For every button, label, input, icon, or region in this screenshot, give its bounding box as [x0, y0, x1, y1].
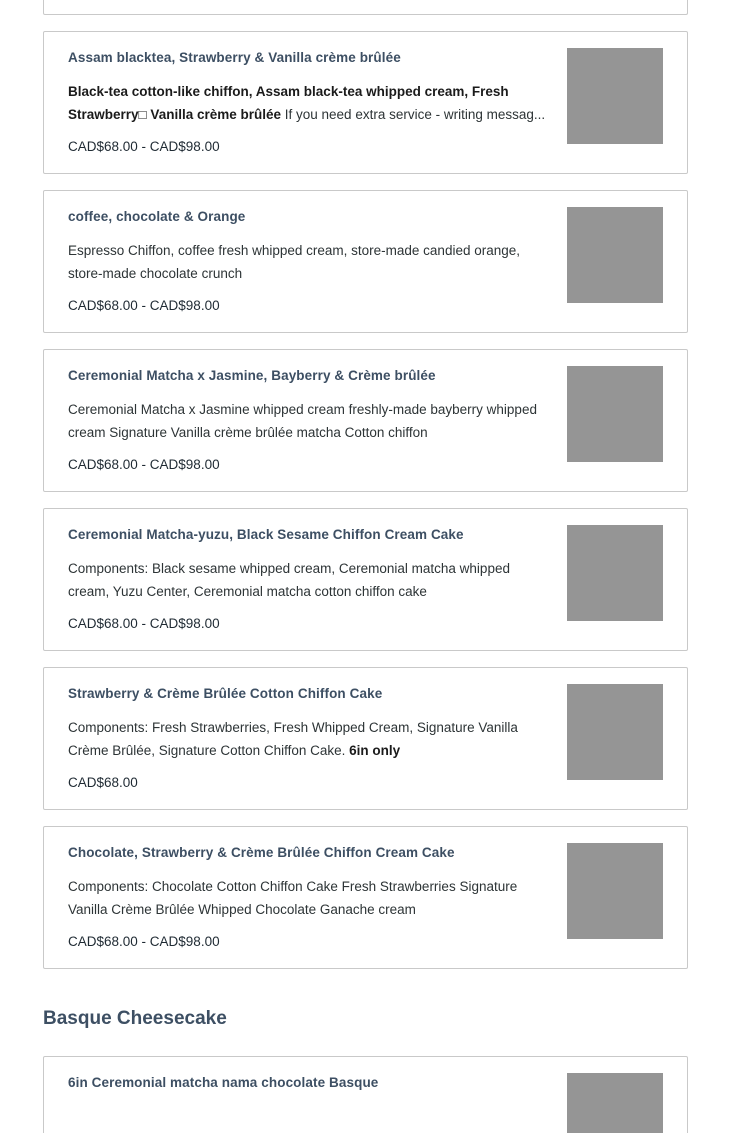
- menu-item-image[interactable]: [567, 525, 663, 621]
- menu-item-image[interactable]: [567, 1073, 663, 1133]
- menu-item-card[interactable]: [43, 667, 688, 810]
- menu-item-text: [68, 49, 546, 156]
- menu-item-price: CAD$68.00 - CAD$98.00: [68, 139, 220, 154]
- menu-item-description: Components: Black sesame whipped cream, Ceremonial matcha whipped cream, Yuzu Center, Ceremonial matcha cotton chiffon cake: [68, 561, 510, 599]
- menu-item-text: [68, 208, 546, 315]
- menu-item-text: [68, 1074, 546, 1092]
- menu-item-image[interactable]: [567, 48, 663, 144]
- menu-item-card[interactable]: [43, 826, 688, 969]
- menu-item-title: Assam blacktea, Strawberry & Vanilla crème brûlée: [68, 50, 401, 65]
- menu-list: [43, 0, 688, 1133]
- menu-item-title: Ceremonial Matcha x Jasmine, Bayberry & Crème brûlée: [68, 368, 436, 383]
- menu-item-image[interactable]: [567, 684, 663, 780]
- menu-item-price: CAD$68.00: [68, 775, 138, 790]
- menu-item-title: coffee, chocolate & Orange: [68, 209, 246, 224]
- menu-item-description: [68, 717, 546, 762]
- menu-item-description: Ceremonial Matcha x Jasmine whipped cream freshly-made bayberry whipped cream Signature Vanilla crème brûlée matcha Cotton chiffon: [68, 402, 537, 440]
- menu-item-text: [68, 367, 546, 474]
- description-bold-line: Black-tea cotton-like chiffon, Assam black-tea whipped cream, Fresh: [68, 84, 509, 99]
- description-bold: Strawberry□ Vanilla crème brûlée: [68, 106, 282, 122]
- menu-item-title: Ceremonial Matcha-yuzu, Black Sesame Chiffon Cream Cake: [68, 527, 464, 542]
- menu-item-title: Chocolate, Strawberry & Crème Brûlée Chiffon Cream Cake: [68, 845, 455, 860]
- menu-item-price: CAD$68.00 - CAD$98.00: [68, 457, 220, 472]
- menu-item-title: Strawberry & Crème Brûlée Cotton Chiffon Cake: [68, 686, 383, 701]
- menu-item-description: [68, 81, 546, 126]
- menu-item-title: 6in Ceremonial matcha nama chocolate Basque: [68, 1075, 379, 1090]
- menu-item-card[interactable]: [43, 31, 688, 174]
- menu-item-card[interactable]: [43, 349, 688, 492]
- menu-item-text: [68, 526, 546, 633]
- menu-item-image[interactable]: [567, 207, 663, 303]
- menu-item-card[interactable]: [43, 190, 688, 333]
- description-text: Components: Fresh Strawberries, Fresh Whipped Cream, Signature Vanilla Crème Brûlée, Signature Cotton Chiffon Cake.: [68, 720, 518, 758]
- menu-item-card-partial[interactable]: [43, 0, 688, 15]
- menu-item-image[interactable]: [567, 843, 663, 939]
- menu-item-text: [68, 685, 546, 792]
- description-bold: 6in only: [349, 742, 401, 758]
- description-rest: If you need extra service - writing messag...: [281, 106, 546, 122]
- menu-item-card[interactable]: [43, 1056, 688, 1133]
- description-line: [68, 104, 546, 127]
- menu-item-price: CAD$68.00 - CAD$98.00: [68, 616, 220, 631]
- menu-item-description: Espresso Chiffon, coffee fresh whipped cream, store-made candied orange, store-made chocolate crunch: [68, 243, 521, 281]
- menu-item-image[interactable]: [567, 366, 663, 462]
- menu-item-text: [68, 844, 546, 951]
- menu-item-description: Components: Chocolate Cotton Chiffon Cake Fresh Strawberries Signature Vanilla Crème Brûlée Whipped Chocolate Ganache cream: [68, 879, 518, 917]
- section-title: Basque Cheesecake: [43, 1008, 227, 1029]
- menu-item-card[interactable]: [43, 508, 688, 651]
- menu-item-price: CAD$68.00 - CAD$98.00: [68, 934, 220, 949]
- menu-item-price: CAD$68.00 - CAD$98.00: [68, 298, 220, 313]
